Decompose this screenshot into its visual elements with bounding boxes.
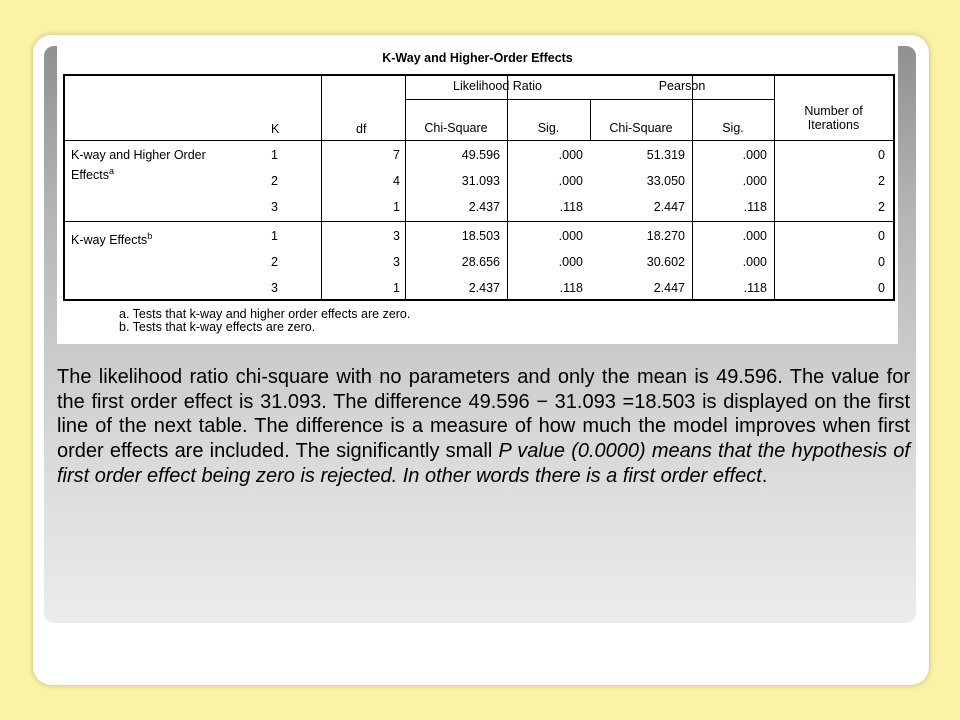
table-title: K-Way and Higher-Order Effects <box>382 51 573 65</box>
explanation-paragraph <box>57 365 910 489</box>
row-2-1-iterations: 0 <box>878 229 885 243</box>
row-2-3-k: 3 <box>271 281 278 295</box>
row-2-3-pearson-chi-square: 2.447 <box>653 281 685 295</box>
header-pearson-chi-square: Chi-Square <box>609 121 673 135</box>
row-2-1-lr-chi-square: 18.503 <box>461 229 500 243</box>
table-border-right <box>893 74 895 301</box>
row-2-1-df: 3 <box>393 229 400 243</box>
row-1-2-pearson-chi-square: 33.050 <box>646 174 685 188</box>
row-1-1-lr-chi-square: 49.596 <box>461 148 500 162</box>
header-lr-chi-square: Chi-Square <box>424 121 488 135</box>
row-2-2-iterations: 0 <box>878 255 885 269</box>
rule-lr-left <box>507 74 508 299</box>
row-1-2-lr-sig: .000 <box>558 174 583 188</box>
header-lr-sig: Sig. <box>537 121 560 135</box>
row-1-1-iterations: 0 <box>878 148 885 162</box>
rule-group-divider <box>63 221 893 222</box>
row-2-2-lr-chi-square: 28.656 <box>461 255 500 269</box>
header-iterations-2: Iterations <box>807 118 860 132</box>
rule-row-labels <box>321 74 322 299</box>
table-border-bottom <box>63 299 895 301</box>
header-k: K <box>271 122 280 136</box>
table-border-top <box>63 74 895 76</box>
row-1-1-pearson-chi-square: 51.319 <box>646 148 685 162</box>
row-1-3-lr-sig: .118 <box>559 200 583 214</box>
row-1-1-df: 7 <box>393 148 400 162</box>
row-1-3-pearson-chi-square: 2.447 <box>653 200 685 214</box>
header-df: df <box>356 122 367 136</box>
row-1-2-lr-chi-square: 31.093 <box>461 174 500 188</box>
header-likelihood-ratio: Likelihood Ratio <box>453 79 542 93</box>
row-1-3-pearson-sig: .118 <box>743 200 767 214</box>
row-2-3-iterations: 0 <box>878 281 885 295</box>
row-1-3-k: 3 <box>271 200 278 214</box>
row-2-2-df: 3 <box>393 255 400 269</box>
row-2-3-lr-chi-square: 2.437 <box>468 281 500 295</box>
paragraph-end: . <box>761 464 768 487</box>
row-1-3-lr-chi-square: 2.437 <box>468 200 500 214</box>
header-pearson-sig: Sig. <box>722 121 744 135</box>
row-2-1-k: 1 <box>271 229 278 243</box>
row-1-1-k: 1 <box>271 148 278 162</box>
row-label-1-line1: K-way and Higher Order <box>71 148 206 162</box>
row-2-2-pearson-chi-square: 30.602 <box>646 255 685 269</box>
row-2-2-lr-sig: .000 <box>558 255 583 269</box>
k-way-effects-table <box>57 46 898 344</box>
rule-header-bottom <box>63 140 893 141</box>
row-1-2-df: 4 <box>393 174 400 188</box>
row-2-2-k: 2 <box>271 255 278 269</box>
row-1-2-iterations: 2 <box>878 174 885 188</box>
paragraph-italic-text: P value (0.0000) means that the hypothesis of first order effect being zero is rejected. In other words there is a first order effect <box>57 440 910 487</box>
row-2-2-pearson-sig: .000 <box>742 255 767 269</box>
row-1-3-df: 1 <box>393 200 400 214</box>
row-2-1-pearson-chi-square: 18.270 <box>646 229 685 243</box>
row-1-3-iterations: 2 <box>878 200 885 214</box>
rule-df <box>405 74 406 299</box>
footnote-a: a. Tests that k-way and higher order effects are zero. <box>119 307 411 321</box>
rule-pearson <box>692 74 693 299</box>
row-label-2-line1: K-way Effects$^b$ <box>71 231 153 248</box>
row-label-2-line1-superscript: b <box>147 231 153 241</box>
table-footnotes <box>119 308 410 334</box>
row-1-2-k: 2 <box>271 174 278 188</box>
row-1-1-lr-sig: .000 <box>558 148 583 162</box>
paragraph-text: The likelihood ratio chi-square with no parameters and only the mean is 49.596. The value for the first order effect is 31.093. The difference 49.596 − 31.093 =18.503 is displayed on the first line of the next table. The difference is a measure of how much the model improves when first order effects are included. The significantly small <box>57 366 910 463</box>
row-2-3-df: 1 <box>393 281 400 295</box>
footnote-b: b. Tests that k-way effects are zero. <box>119 320 316 334</box>
table-border-left <box>63 74 65 301</box>
row-label-1-line2: Effects$^a$ <box>71 166 114 183</box>
row-label-1-line2-superscript: a <box>108 166 114 176</box>
header-iterations-1: Number of <box>804 104 863 118</box>
row-1-1-pearson-sig: .000 <box>742 148 767 162</box>
table-grid <box>63 74 894 345</box>
row-2-3-pearson-sig: .118 <box>743 281 767 295</box>
row-2-1-lr-sig: .000 <box>558 229 583 243</box>
row-2-3-lr-sig: .118 <box>559 281 583 295</box>
row-1-2-pearson-sig: .000 <box>742 174 767 188</box>
header-pearson: Pearson <box>658 79 706 93</box>
rule-subheader <box>405 99 774 100</box>
row-2-1-pearson-sig: .000 <box>742 229 767 243</box>
